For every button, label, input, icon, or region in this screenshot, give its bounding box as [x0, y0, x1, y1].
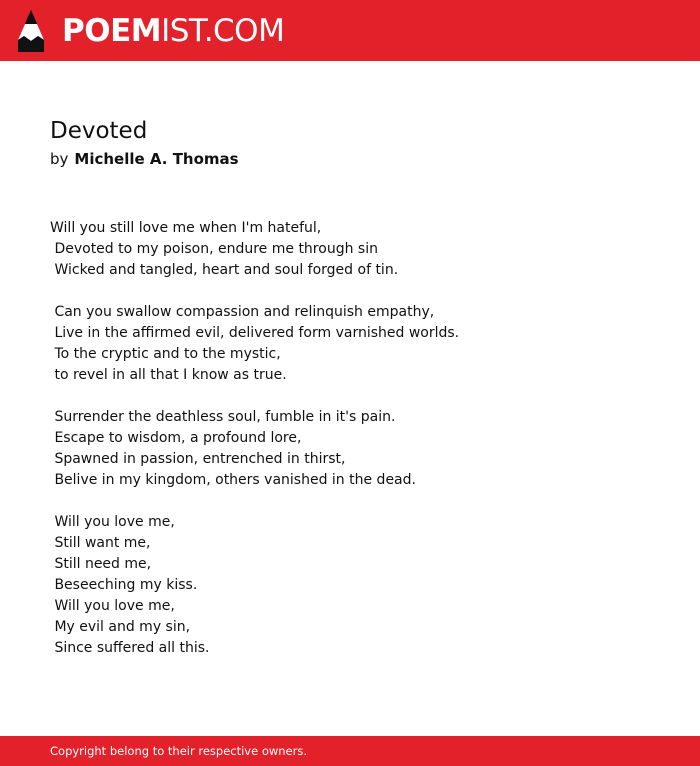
- poem-line: My evil and my sin,: [50, 619, 191, 635]
- poem-line: To the cryptic and to the mystic,: [50, 346, 281, 362]
- poem-line: Escape to wisdom, a profound lore,: [50, 430, 302, 446]
- site-header: [0, 0, 700, 61]
- poem-line: Still need me,: [50, 556, 152, 572]
- byline: [50, 149, 239, 169]
- stanza-break: [50, 281, 650, 302]
- author-name[interactable]: Michelle A. Thomas: [74, 150, 239, 168]
- site-logo-text[interactable]: [62, 11, 284, 51]
- poem-line: Will you still love me when I'm hateful,: [50, 220, 322, 236]
- poem-line: Devoted to my poison, endure me through sin: [50, 241, 378, 257]
- by-label: by: [50, 150, 69, 168]
- poem-line: Will you love me,: [50, 598, 175, 614]
- poem-line: Spawned in passion, entrenched in thirst,: [50, 451, 346, 467]
- pencil-tip-icon[interactable]: [17, 10, 45, 52]
- stanza-break: [50, 491, 650, 512]
- poem-line: Can you swallow compassion and relinquish empathy,: [50, 304, 435, 320]
- poem-line: Since suffered all this.: [50, 640, 210, 656]
- poem-title: Devoted: [50, 118, 148, 144]
- stanza-break: [50, 386, 650, 407]
- copyright-text: Copyright belong to their respective owners.: [50, 744, 308, 758]
- poem-body: [50, 218, 650, 659]
- poem-line: Still want me,: [50, 535, 151, 551]
- poem-line: Belive in my kingdom, others vanished in the dead.: [50, 472, 416, 488]
- poem-line: Surrender the deathless soul, fumble in it's pain.: [50, 409, 396, 425]
- poem-line: Will you love me,: [50, 514, 175, 530]
- poem-line: Beseeching my kiss.: [50, 577, 198, 593]
- brand-bold-text: POEM: [62, 13, 162, 49]
- poem-line: Wicked and tangled, heart and soul forged of tin.: [50, 262, 399, 278]
- poem-line: to revel in all that I know as true.: [50, 367, 287, 383]
- site-footer: [0, 736, 700, 766]
- brand-light-text: IST.COM: [161, 13, 285, 49]
- poem-line: Live in the affirmed evil, delivered form varnished worlds.: [50, 325, 460, 341]
